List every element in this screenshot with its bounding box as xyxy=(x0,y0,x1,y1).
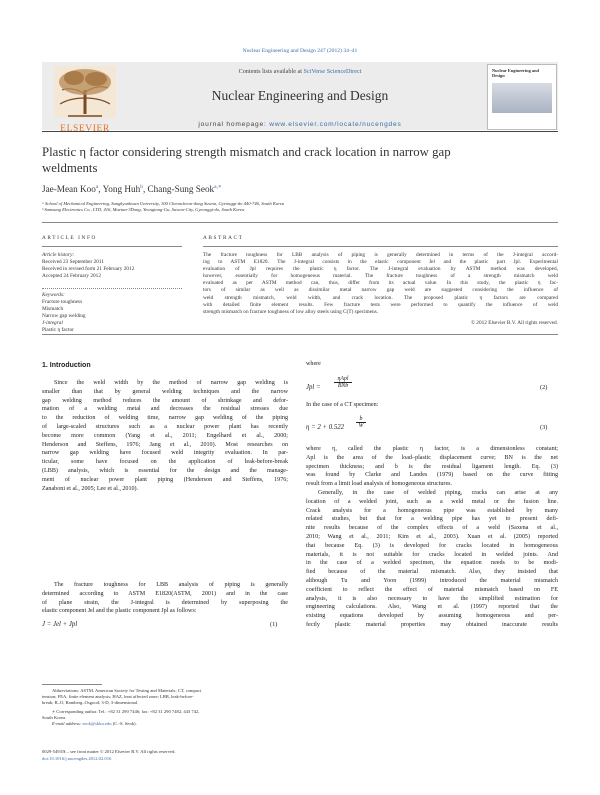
text-line: was found by Clarke and Landes (1979) based on the curve fitting xyxy=(306,472,558,479)
author-seok[interactable]: Chang-Sung Seok xyxy=(147,184,215,195)
abstract-line: The fracture toughness for LBB analysis of piping is generally determined in terms of the J-integral accord- xyxy=(203,252,558,258)
title-line-1: Plastic η factor considering strength mismatch and crack location in narrow gap xyxy=(42,145,451,159)
footnote-abbreviations xyxy=(42,688,288,707)
equation-3-lhs: η = 2 + 0.522 xyxy=(306,424,345,431)
equation-3-fraction xyxy=(356,416,366,429)
text-line: related studies, but that for a welding pipe has yet to present defi- xyxy=(306,516,558,523)
text-line: nite results because of the complex effects of a weld (Saxena et al., xyxy=(306,525,558,532)
abstract-copyright: © 2012 Elsevier B.V. All rights reserved. xyxy=(470,320,558,326)
text-line: of large-scaled structures such as a nuclear power plant has recently xyxy=(42,423,288,430)
equation-1-number: (1) xyxy=(270,621,278,628)
abstract-line: with detailed finite element results. Few fracture tests were performed to quantify the influence of weld xyxy=(203,301,558,308)
intro-paragraph-2 xyxy=(42,581,288,616)
author-seok-affiliation: a,∗ xyxy=(214,184,222,190)
info-rule xyxy=(42,246,182,247)
footnote-line: break; R–O, Ramberg–Osgood; 3-D, 3-dimensional. xyxy=(42,700,139,706)
journal-cover[interactable] xyxy=(487,64,557,130)
text-line: to the reduction of welding time, narrow gap welding of the piping xyxy=(42,415,288,422)
email-link[interactable]: seok@skku.edu xyxy=(82,721,112,727)
text-line: ment of nuclear power plant piping (Henderson and Steffens, 1976; xyxy=(42,476,288,483)
ct-specimen-line: In the case of a CT specimen: xyxy=(306,402,379,408)
text-line: result from a limit load analysis of homogeneous structures. xyxy=(306,481,453,488)
author-koo[interactable]: Jae-Mean Koo xyxy=(42,184,96,195)
article-history xyxy=(42,252,182,280)
homepage-line xyxy=(130,121,470,128)
revised-date: Received in revised form 21 February 2012 xyxy=(42,266,135,273)
abstract-text xyxy=(203,252,558,316)
text-line: engineering calculations. Also, Wang et al. (1997) reported that the xyxy=(306,604,558,611)
intro-paragraph-1 xyxy=(42,379,288,493)
equation-2-denominator: BNb xyxy=(334,382,352,389)
text-line: Zanaboni et al., 2005; Lee et al., 2010). xyxy=(42,485,139,492)
text-line: existing equations developed by assuming homogeneous and per- xyxy=(306,613,558,620)
author-list: Jae-Mean Koo$^a$, Yong Huh$^b$, Chang-Sung Seok$^{a,∗}$ xyxy=(42,184,222,195)
text-line: Henderson and Steffens, 1976; Jang et al., 2010). Most researches on xyxy=(42,441,288,448)
text-line: analysis, it is also necessary to have the simplified estimation for xyxy=(306,595,558,602)
text-line: materials, it is not suitable for cracks located in welded joints. And xyxy=(306,551,558,558)
article-info-heading: ARTICLE INFO xyxy=(42,235,97,241)
publisher-name: ELSEVIER xyxy=(60,124,110,134)
abstract-line: however, essentially for homogeneous material. The fracture toughness of a strength mismatch weld xyxy=(203,273,558,280)
keywords-block xyxy=(42,292,182,335)
equation-3-numerator: b xyxy=(359,416,363,422)
text-line: of plane strain, the J-integral is determined by superposing the xyxy=(42,599,288,606)
accepted-date: Accepted 24 February 2012 xyxy=(42,273,101,280)
text-line: The fracture toughness for LBB analysis of piping is generally xyxy=(54,582,288,588)
author-huh[interactable]: Yong Huh xyxy=(102,184,141,195)
abstract-line: evaluation of Jpl requires the plastic η factor. The J-integral evaluation by ASTM method was developed, xyxy=(203,266,558,273)
footnote-rule xyxy=(42,684,102,685)
text-line: Generally, in the case of welded piping, cracks can arise at any xyxy=(318,490,558,496)
text-line: smaller than that by general welding techniques and the narrow xyxy=(42,388,288,395)
homepage-link[interactable]: www.elsevier.com/locate/nucengdes xyxy=(269,121,402,128)
article-title xyxy=(42,145,562,176)
right-paragraph-2 xyxy=(306,489,558,630)
info-divider xyxy=(42,288,182,289)
abstract-line: evaluated as per ASTM method can, thus, differ from its actual value. In this study, the plastic η fac- xyxy=(203,280,558,287)
header-rule xyxy=(42,131,558,132)
issn-line: 0029-5493/$ – see front matter © 2012 Elsevier B.V. All rights reserved. xyxy=(42,749,176,754)
author-huh-affiliation: b xyxy=(140,184,143,190)
text-line: fectly plastic material properties may obtained inaccurate results xyxy=(306,621,558,628)
equation-3-number: (3) xyxy=(540,424,548,431)
equation-2-fraction xyxy=(334,376,352,389)
text-line: mation of a welding metal and decreases the residual stresses due xyxy=(42,406,288,413)
abstract-heading: ABSTRACT xyxy=(203,235,244,241)
text-line: Apl is the area of the load–plastic displacement curve; BN is the net xyxy=(306,454,558,461)
footnote-line: Abbreviations: ASTM, American Society for Testing and Materials; CT, compact xyxy=(52,688,202,693)
equation-3-denominator: W xyxy=(356,422,366,429)
text-line: elastic component Jel and the plastic component Jpl as follows: xyxy=(42,608,197,615)
doi-link[interactable]: doi:10.1016/j.nucengdes.2012.02.016 xyxy=(42,756,112,761)
homepage-prefix: journal homepage: xyxy=(198,121,270,128)
text-line: 2010; Wang et al., 2011; Kim et al., 2003). Xuan et al. (2005) reported xyxy=(306,533,558,540)
abstract-line: weld strength mismatch, weld width, and crack location. The proposed plastic η factors are compared xyxy=(203,294,558,301)
abstract-line: tors of similar as well as dissimilar metal narrow gap weld are suggested considering the influence of xyxy=(203,287,558,294)
text-line: gap welding method reduces the amount of shrinkage and defor- xyxy=(42,397,288,404)
section-heading-introduction: 1. Introduction xyxy=(42,362,91,369)
keyword-item: Narrow gap welding xyxy=(42,313,86,320)
text-line: become more common (Yang et al., 2011; Engelhard et al., 2000; xyxy=(42,432,288,439)
text-line: Crack analysis for a homogeneous pipe was established by many xyxy=(306,507,558,514)
equation-2-lhs: Jpl = xyxy=(306,384,321,391)
cover-title: Nuclear Engineering and Design xyxy=(492,68,539,78)
received-date: Received 23 September 2011 xyxy=(42,259,105,266)
abstract-rule xyxy=(203,246,558,247)
equation-2-numerator: ηApl xyxy=(337,376,349,382)
keyword-item: J-integral xyxy=(42,320,63,327)
abstract-line: ing to ASTM E1820. The J-integral consists in the elastic component Jel and the plastic part Jpl. Experimental xyxy=(203,259,558,266)
footnote-line: tension; FEA, finite element analysis; HAZ, heat affected zone; LBB, leak-before- xyxy=(42,694,194,700)
text-line: fied because of the material mismatch. Also, they insisted that xyxy=(306,569,558,576)
title-line-2: weldments xyxy=(42,160,98,175)
text-line: (LBB) analysis, which is essential for the design and the manage- xyxy=(42,467,288,474)
email-label: E-mail address: xyxy=(52,721,83,727)
affiliation-b: ᵇ Samsung Electronics Co., LTD, 416, Maetan-3Dong, Yeongtong-Gu, Suwon-City, Gyeonggi-do, South Korea xyxy=(42,207,245,213)
text-line: that because Eq. (3) is developed for cracks located in homogeneous xyxy=(306,542,558,549)
text-line: in the case of a welded specimen, the equation needs to be modi- xyxy=(306,560,558,567)
affiliation-a: ᵃ School of Mechanical Engineering, Sungkyunkwan University, 300 Cheoncheon-dong Suwon, Gyeonggi-do 440-746, South Korea xyxy=(42,201,285,206)
text-line: ticular, some have focused on the application of leak-before-break xyxy=(42,459,288,466)
text-line: determined according to ASTM E1820(ASTM, 2001) and in the case xyxy=(42,590,288,597)
equation-1: J = Jel + Jpl xyxy=(42,621,78,628)
footnote-line: South Korea. xyxy=(42,715,67,721)
affiliation-rule xyxy=(42,222,558,223)
author-koo-affiliation: a xyxy=(95,184,99,190)
keyword-item: Plastic η factor xyxy=(42,327,74,334)
email-suffix: (C.-S. Seok). xyxy=(111,721,137,727)
text-line: narrow gap welding have focused weld integrity evaluation. In par- xyxy=(42,450,288,457)
abstract-line: strength mismatch on fracture toughness of low alloy steels using C(T) specimens. xyxy=(203,308,379,315)
equation-2-number: (2) xyxy=(540,384,548,391)
text-line: although Tu and Yoon (1999) introduced the material mismatch xyxy=(306,577,558,584)
cover-image xyxy=(492,83,552,113)
footnote-corresponding xyxy=(42,709,288,728)
journal-reference[interactable]: Nuclear Engineering and Design 247 (2012) 34–41 xyxy=(242,48,358,54)
text-line: Since the weld width by the method of narrow gap welding is xyxy=(54,380,288,386)
sciencedirect-link[interactable]: SciVerse ScienceDirect xyxy=(303,68,362,75)
keyword-item: Fracture toughness xyxy=(42,299,83,306)
text-line: where η, called the plastic η factor, is a dimensionless constant; xyxy=(306,446,558,452)
text-line: specimen thickness; and b is the residual ligament length. Eq. (3) xyxy=(306,463,558,470)
abstract-bottom-rule xyxy=(42,334,558,335)
keywords-label: Keywords: xyxy=(42,292,65,298)
footnote-line: ∗ Corresponding author. Tel.: +82 31 290 7446; fax: +82 31 290 7482, 443 742, xyxy=(52,709,200,714)
history-label: Article history: xyxy=(42,252,75,258)
where-label: where xyxy=(306,361,321,367)
keyword-item: Mismatch xyxy=(42,306,64,313)
text-line: coefficient to reflect the effect of material mismatch based on FE xyxy=(306,586,558,593)
right-paragraph-1 xyxy=(306,445,558,489)
footnote-email xyxy=(42,721,288,727)
text-line: location of a welded joint, such as a weld metal or the fusion line. xyxy=(306,498,558,505)
contents-prefix: Contents lists available at xyxy=(238,68,304,75)
affiliations xyxy=(42,201,562,213)
journal-title: Nuclear Engineering and Design xyxy=(211,88,389,103)
